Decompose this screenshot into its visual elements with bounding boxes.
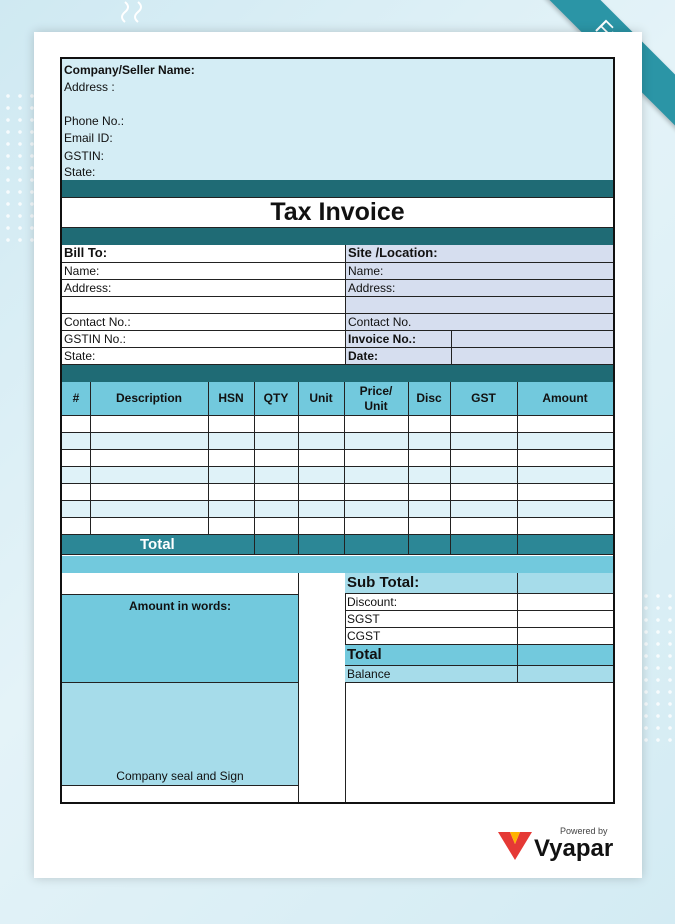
col-disc-header: Disc (416, 391, 442, 405)
col-description-header: Description (115, 391, 182, 405)
site-contact-label: Contact No. (348, 315, 412, 329)
col-gst-header: GST (471, 391, 496, 405)
seller-gstin-label: GSTIN: (64, 149, 105, 163)
cgst-row (345, 628, 613, 645)
site-name-label: Name: (348, 264, 384, 278)
sgst-row (345, 611, 613, 628)
summary-section (62, 573, 613, 802)
site-heading: Site /Location: (348, 245, 438, 260)
discount-row (345, 594, 613, 611)
col-hsn-header: HSN (218, 391, 244, 405)
summary-total-row (345, 645, 613, 666)
bill-to-section (62, 245, 613, 365)
teal-band (62, 180, 613, 197)
vyapar-logo-icon (498, 830, 532, 862)
company-seal-box (62, 683, 298, 786)
items-table (62, 382, 613, 554)
table-header (62, 382, 613, 416)
balance-row (345, 666, 613, 683)
table-total-row (62, 535, 613, 555)
table-row (62, 501, 613, 518)
invoice-number-label: Invoice No.: (348, 332, 417, 346)
seller-name-label: Company/Seller Name: (64, 63, 195, 77)
balance-label: Balance (347, 667, 391, 681)
bill-to-contact-label: Contact No.: (64, 315, 131, 329)
sgst-label: SGST (347, 612, 380, 626)
col-qty-header: QTY (263, 391, 289, 405)
decorative-dots (640, 590, 675, 750)
cgst-label: CGST (347, 629, 381, 643)
bill-to-name-label: Name: (64, 264, 100, 278)
sub-total-label: Sub Total: (347, 574, 420, 591)
table-row (62, 450, 613, 467)
date-label: Date: (348, 349, 379, 363)
col-price-unit-header: Price/ Unit (359, 383, 393, 413)
company-seal-label: Company seal and Sign (116, 769, 244, 783)
bill-to-state-label: State: (64, 349, 96, 363)
table-row (62, 416, 613, 433)
bill-to-heading: Bill To: (64, 245, 108, 260)
sub-total-row (345, 573, 613, 594)
bill-to-gstin-label: GSTIN No.: (64, 332, 127, 346)
seller-state-label: State: (64, 165, 96, 179)
table-row (62, 433, 613, 450)
seller-phone-label: Phone No.: (64, 114, 125, 128)
seller-email-label: Email ID: (64, 131, 113, 145)
col-amount-header: Amount (542, 391, 588, 405)
seller-section (62, 59, 613, 180)
col-unit-header: Unit (309, 391, 333, 405)
site-address-label: Address: (348, 281, 396, 295)
table-row (62, 467, 613, 484)
title-row (62, 197, 613, 228)
teal-band (62, 228, 613, 245)
vyapar-name: Vyapar (534, 835, 614, 862)
bill-to-address-label: Address: (64, 281, 112, 295)
invoice-title: Tax Invoice (270, 198, 405, 226)
col-number-header: # (72, 391, 80, 405)
seller-address-label: Address : (64, 80, 115, 94)
cyan-band (62, 556, 613, 573)
table-row (62, 484, 613, 501)
table-total-label: Total (140, 536, 175, 553)
discount-label: Discount: (347, 595, 398, 609)
invoice-template (60, 57, 615, 804)
table-row (62, 518, 613, 535)
summary-total-label: Total (347, 646, 382, 663)
amount-words-box (62, 594, 298, 683)
teal-band (62, 365, 613, 382)
amount-words-label: Amount in words: (129, 599, 231, 613)
decorative-squiggle-icon (120, 0, 160, 30)
powered-by-label: Powered by (560, 826, 608, 836)
